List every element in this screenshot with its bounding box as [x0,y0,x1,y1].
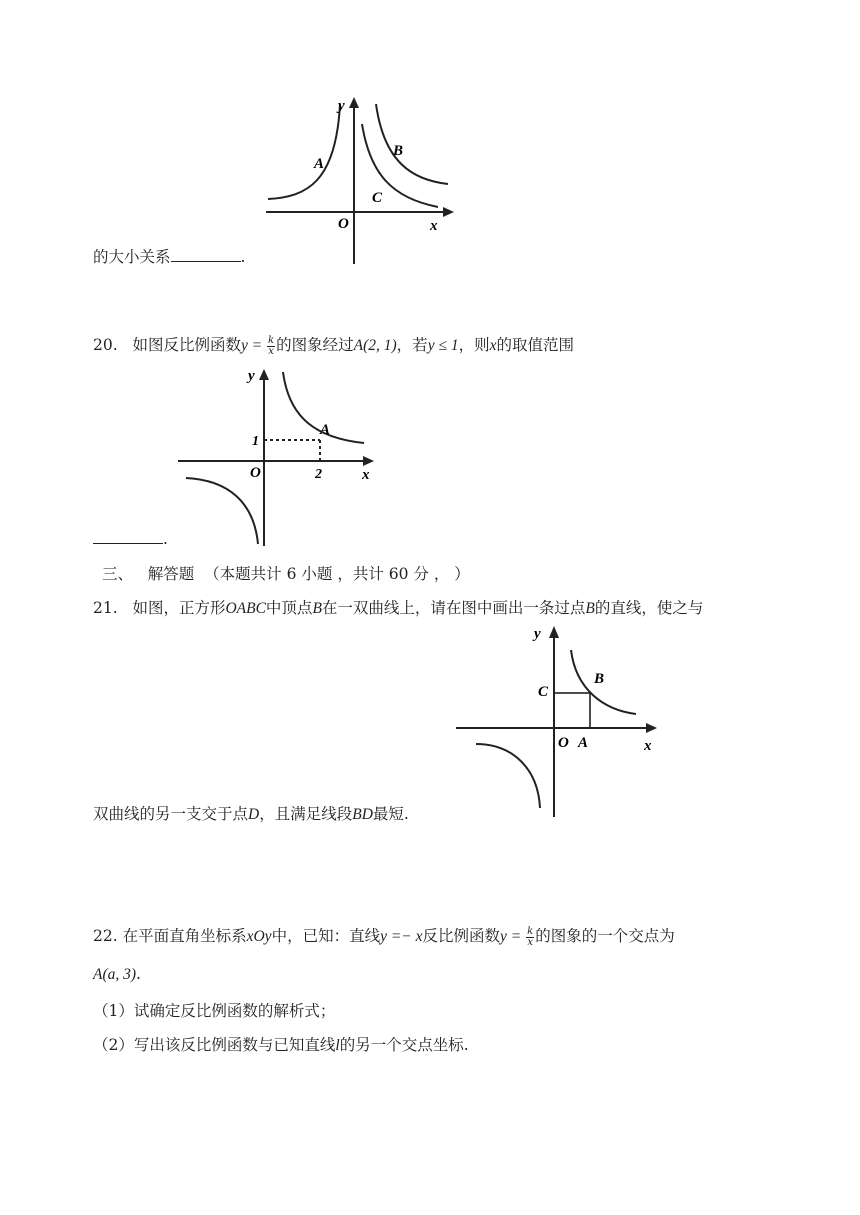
section-note: （本题共计 6 小题 ，共计 60 分 ， ） [204,565,470,583]
x-axis-label: x [362,467,370,483]
q21-stem [93,597,703,620]
origin-label: O [558,735,569,751]
q22-stem-2 [93,963,141,986]
q21-stem-2 [93,803,409,826]
q21-text-6: ，且满足线段 [259,805,353,823]
q22-fraction: $\frac{k}{x}$ [527,925,534,948]
q22-text-3: 反比例函数 [422,927,501,945]
q22-text-5: . [136,965,141,983]
sub-question-number: （2） [93,1036,134,1054]
q20-text-5: 的取值范围 [496,336,574,354]
q21-text-4: 的直线，使之与 [594,599,704,617]
q21-figure [454,620,662,820]
question-number: 22. [93,927,118,945]
q20-condition: y ≤ 1 [427,337,459,354]
question-number: 20. [93,336,118,354]
q21-text-5: 双曲线的另一支交于点 [93,805,249,823]
q21-point-b2: B [585,600,595,617]
q22-line-eq: y =− x [380,928,423,945]
curve-b-label: B [393,143,404,159]
curve-c-label: C [372,190,383,206]
curve-a-label: A [314,156,325,172]
q21-point-b: B [312,600,322,617]
curve-lower [476,744,540,808]
y-axis-label: y [338,98,345,114]
q19-figure [262,92,462,268]
q22-stem [93,925,675,948]
point-a-label: A [578,735,589,751]
x-axis-label: x [430,218,438,234]
q21-text-1: 如图，正方形 [132,599,226,617]
q19-tail-end: . [240,248,246,266]
q20-fraction: $\frac{k}{x}$ [268,334,275,357]
q22-coord-system: xOy [246,928,272,945]
sub-question-text-b: 的另一个交点坐标. [339,1036,469,1054]
sub-question-text-a: 写出该反比例函数与已知直线 [133,1036,336,1054]
sub-question-number: （1） [93,1002,134,1020]
q19-tail-text: 的大小关系 [93,248,171,266]
section-title: 解答题 [147,565,195,583]
q21-segment-bd: BD [352,806,373,823]
question-number: 21. [93,599,118,617]
answer-blank[interactable] [93,529,163,544]
q21-text-2: 中顶点 [265,599,313,617]
q20-text-1: 如图反比例函数 [132,336,241,354]
answer-blank[interactable] [171,247,241,262]
q22-func-lhs: y = [500,928,526,945]
origin-label: O [250,465,261,481]
sub-question-text: 试确定反比例函数的解析式； [133,1002,336,1020]
q20-text-2: 的图象经过 [276,336,354,354]
q20-var: x [489,337,497,354]
square-oabc [554,693,590,728]
point-a-label: A [320,422,331,438]
q19-tail [93,246,245,268]
q22-text-4: 的图象的一个交点为 [535,927,675,945]
q20-answer [93,528,168,550]
y-axis-label: y [248,368,255,384]
curve-a [268,104,340,199]
q22-text-2: 中，已知：直线 [271,927,381,945]
q20-stem [93,334,574,357]
q20-text-3: ，若 [396,336,428,354]
tick-y-1: 1 [252,434,259,449]
curve-lower [186,478,258,544]
q20-answer-end: . [163,530,168,548]
q20-figure [176,364,384,546]
q22-text-1: 在平面直角坐标系 [122,927,247,945]
section-header [102,563,470,585]
q20-point: A(2, 1) [353,337,397,354]
q20-func-lhs: y = [240,337,267,354]
x-axis-label: x [644,738,652,754]
tick-x-2: 2 [315,467,322,482]
q21-point-d: D [248,806,260,823]
q22-sub1 [93,1000,335,1022]
point-c-label: C [538,684,549,700]
q20-text-4: ，则 [458,336,490,354]
q22-line-var: l [335,1037,340,1054]
q21-text-3: 在一双曲线上，请在图中画出一条过点 [321,599,586,617]
origin-label: O [338,216,349,232]
section-number: 三、 [102,565,134,583]
q21-square: OABC [225,600,266,617]
q22-point: A(a, 3) [93,966,137,983]
curve-b [376,104,448,184]
y-axis-label: y [534,626,541,642]
point-b-label: B [594,671,605,687]
q22-sub2 [93,1034,469,1057]
q21-text-7: 最短. [372,805,409,823]
